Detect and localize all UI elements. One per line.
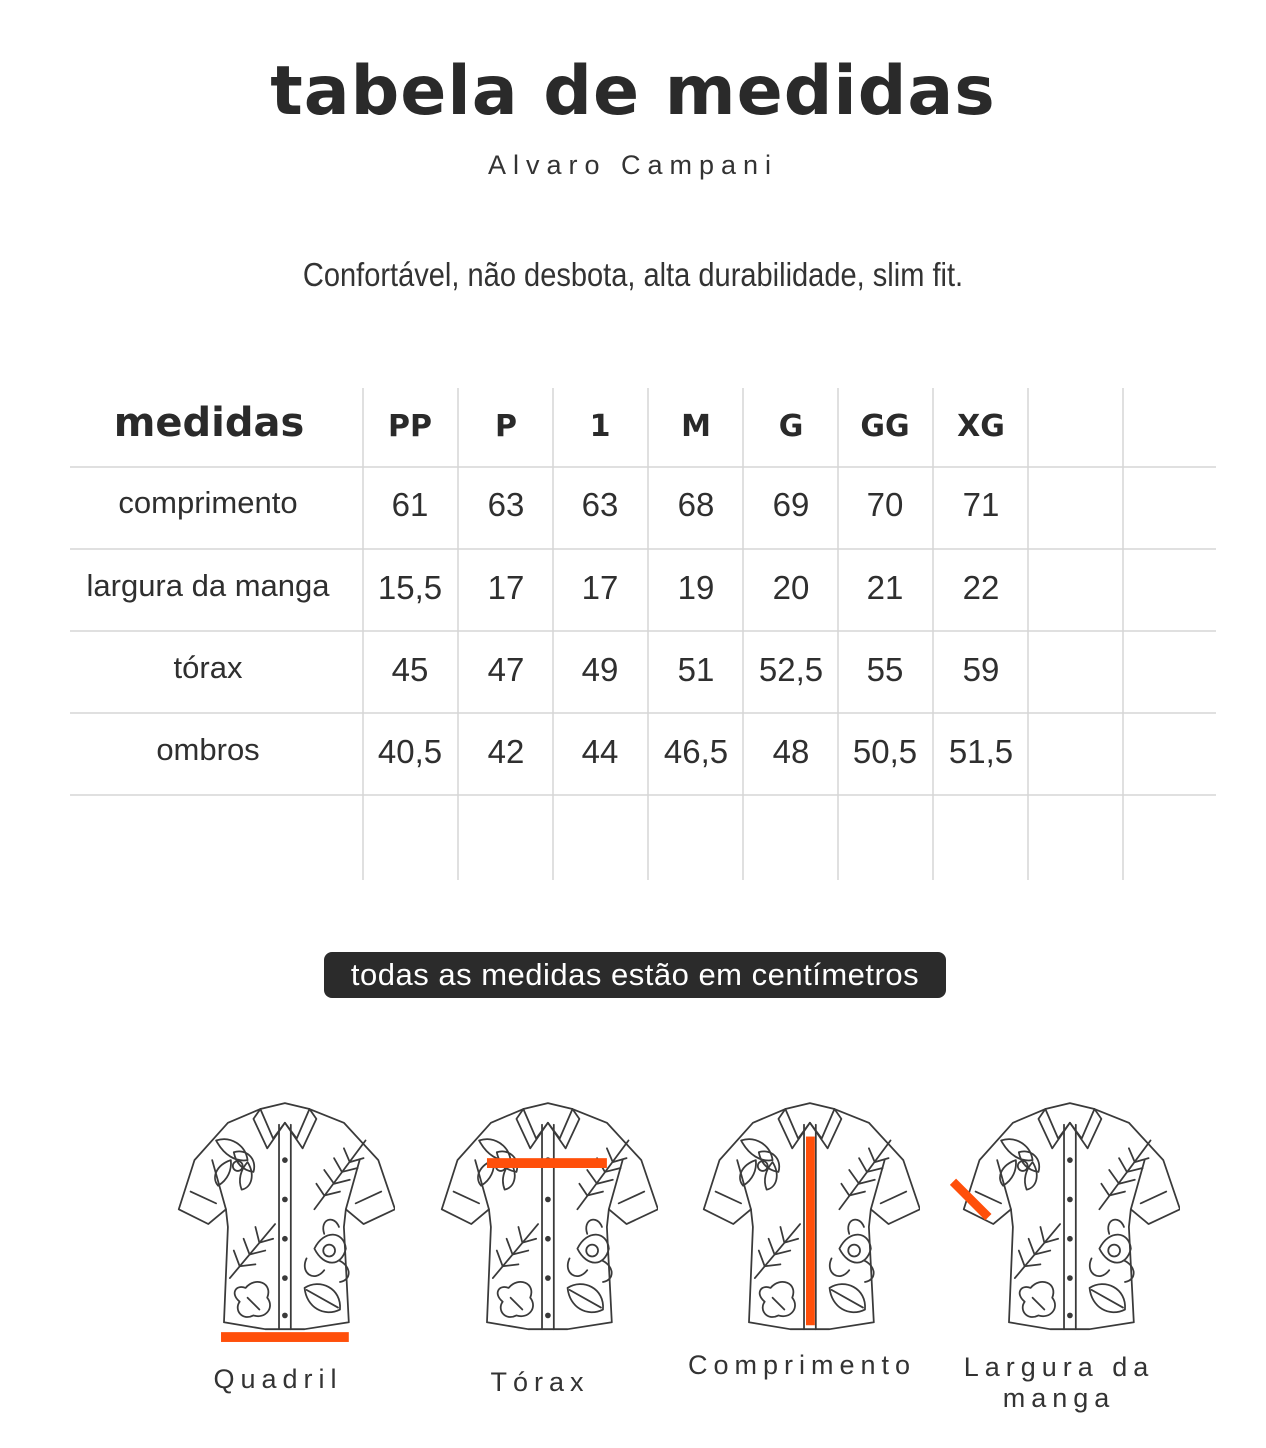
table-cell: 63 [487, 486, 525, 523]
diagram-caption-length: Comprimento [688, 1350, 917, 1380]
table-cell: 55 [866, 651, 904, 688]
table-cell: 59 [962, 651, 1000, 688]
table-cell: 47 [487, 651, 525, 688]
table-cell: 45 [391, 651, 429, 688]
table-cell: 20 [772, 569, 810, 606]
units-note: todas as medidas estão em centímetros [324, 952, 946, 998]
measure-indicator-length [806, 1137, 815, 1326]
size-header-1: 1 [589, 409, 611, 444]
page-title: tabela de medidas [270, 52, 996, 131]
shirt-diagram-length [690, 1095, 920, 1359]
table-cell: 51 [677, 651, 715, 688]
table-corner-label: medidas [113, 400, 305, 446]
size-header-g: G [778, 409, 804, 444]
table-cell: 42 [487, 733, 525, 770]
shirt-icon [950, 1095, 1180, 1355]
table-cell: 17 [487, 569, 525, 606]
size-header-gg: GG [860, 409, 910, 444]
table-cell: 40,5 [377, 733, 443, 770]
size-header-m: M [681, 409, 711, 444]
table-cell: 50,5 [852, 733, 918, 770]
row-label: ombros [156, 732, 260, 767]
table-cell: 19 [677, 569, 715, 606]
table-cell: 71 [962, 486, 1000, 523]
table-cell: 63 [581, 486, 619, 523]
size-header-p: P [495, 409, 517, 444]
diagram-caption-sleeve: Largura da manga [963, 1352, 1155, 1413]
table-cell: 51,5 [948, 733, 1014, 770]
table-cell: 49 [581, 651, 619, 688]
shirt-icon [165, 1095, 395, 1355]
shirt-icon [690, 1095, 920, 1355]
table-cell: 48 [772, 733, 810, 770]
diagram-caption-chest: Tórax [490, 1367, 590, 1397]
size-header-pp: PP [388, 409, 432, 444]
table-cell: 21 [866, 569, 904, 606]
row-label: comprimento [118, 485, 298, 520]
shirt-icon [428, 1095, 658, 1355]
table-cell: 44 [581, 733, 619, 770]
table-cell: 17 [581, 569, 619, 606]
measure-indicator-hip [221, 1332, 349, 1342]
size-header-xg: XG [957, 409, 1005, 444]
shirt-diagram-hip [165, 1095, 395, 1359]
table-cell: 22 [962, 569, 1000, 606]
shirt-diagram-sleeve [950, 1095, 1180, 1359]
table-cell: 52,5 [758, 651, 824, 688]
table-cell: 61 [391, 486, 429, 523]
table-cell: 15,5 [377, 569, 443, 606]
product-tagline: Confortável, não desbota, alta durabilidade, slim fit. [302, 256, 964, 293]
row-label: largura da manga [86, 568, 330, 603]
table-cell: 68 [677, 486, 715, 523]
brand-name: Alvaro Campani [487, 150, 779, 180]
table-cell: 69 [772, 486, 810, 523]
diagram-caption-hip: Quadril [213, 1364, 343, 1394]
shirt-diagram-chest [428, 1095, 658, 1359]
table-cell: 70 [866, 486, 904, 523]
row-label: tórax [173, 650, 243, 685]
measure-indicator-chest [487, 1158, 607, 1168]
table-cell: 46,5 [663, 733, 729, 770]
